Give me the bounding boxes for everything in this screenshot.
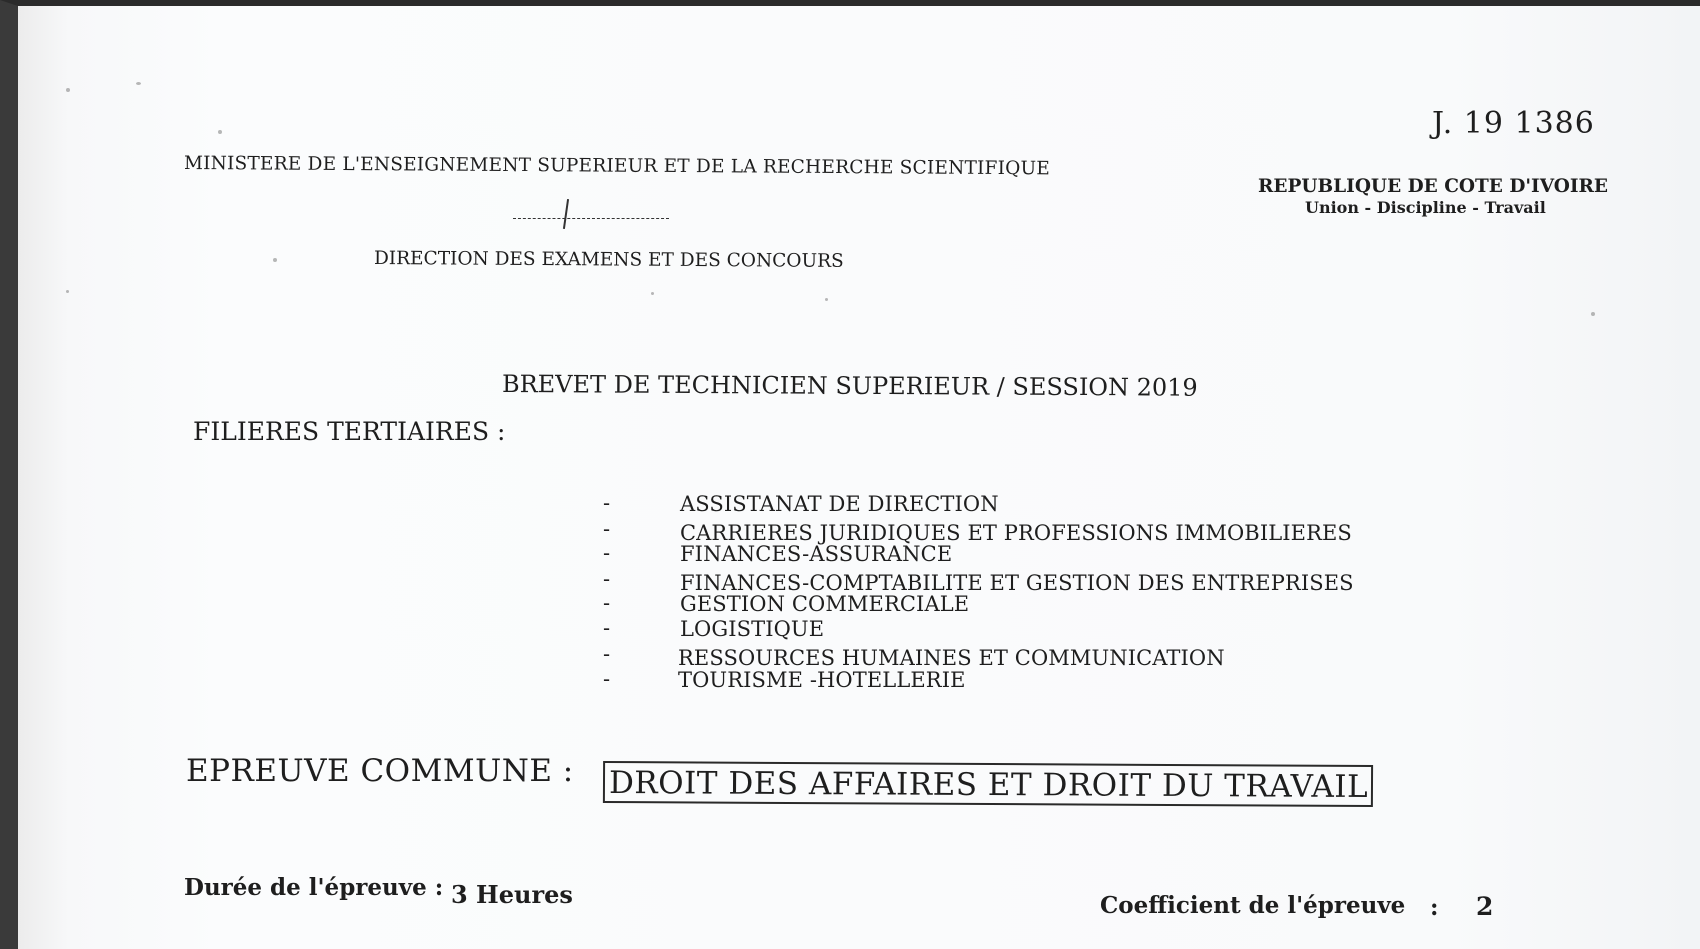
ministry-heading: MINISTERE DE L'ENSEIGNEMENT SUPERIEUR ET DE LA RECHERCHE SCIENTIFIQUE [183,153,1051,180]
heading-separator [513,218,669,219]
specialty-label: LOGISTIQUE [680,617,825,641]
coefficient-label: Coefficient de l'épreuve [1100,892,1406,919]
scan-speck [825,298,828,301]
specialty-label: FINANCES-ASSURANCE [680,542,953,566]
specialty-label: ASSISTANAT DE DIRECTION [680,492,999,516]
specialty-label: GESTION COMMERCIALE [680,592,970,616]
scan-speck [218,130,222,134]
national-motto: Union - Discipline - Travail [1305,198,1546,217]
specialty-label: FINANCES-COMPTABILITE ET GESTION DES ENTREPRISES [680,571,1354,595]
list-marker: - [603,591,611,615]
duration-value: 3 Heures [451,880,573,909]
list-marker: - [603,567,611,591]
filieres-label: FILIERES TERTIAIRES : [193,417,506,446]
scan-speck [1591,312,1595,316]
direction-heading: DIRECTION DES EXAMENS ET DES CONCOURS [373,248,844,272]
coefficient-value: 2 [1476,892,1494,921]
list-marker: - [603,541,611,565]
list-marker: - [603,517,611,541]
scan-speck [66,290,69,293]
exam-title: BREVET DE TECHNICIEN SUPERIEUR / SESSION 2019 [501,370,1198,402]
coefficient-colon: : [1430,894,1439,921]
epreuve-label: EPREUVE COMMUNE : [186,753,574,789]
separator-mark [563,199,569,229]
list-marker: - [603,491,611,515]
list-marker: - [603,642,611,666]
scan-speck [136,82,141,85]
scan-speck [651,292,654,295]
specialty-label: CARRIERES JURIDIQUES ET PROFESSIONS IMMOBILIERES [680,521,1352,545]
list-marker: - [603,667,611,691]
specialty-label: TOURISME -HOTELLERIE [678,668,966,692]
specialty-label: RESSOURCES HUMAINES ET COMMUNICATION [678,646,1225,670]
scan-speck [66,88,70,92]
republic-heading: REPUBLIQUE DE COTE D'IVOIRE [1258,176,1608,197]
epreuve-subject-box: DROIT DES AFFAIRES ET DROIT DU TRAVAIL [603,761,1373,807]
list-marker: - [603,616,611,640]
duration-label: Durée de l'épreuve : [184,874,444,901]
document-reference: J. 19 1386 [1432,106,1595,141]
scan-speck [273,258,277,262]
